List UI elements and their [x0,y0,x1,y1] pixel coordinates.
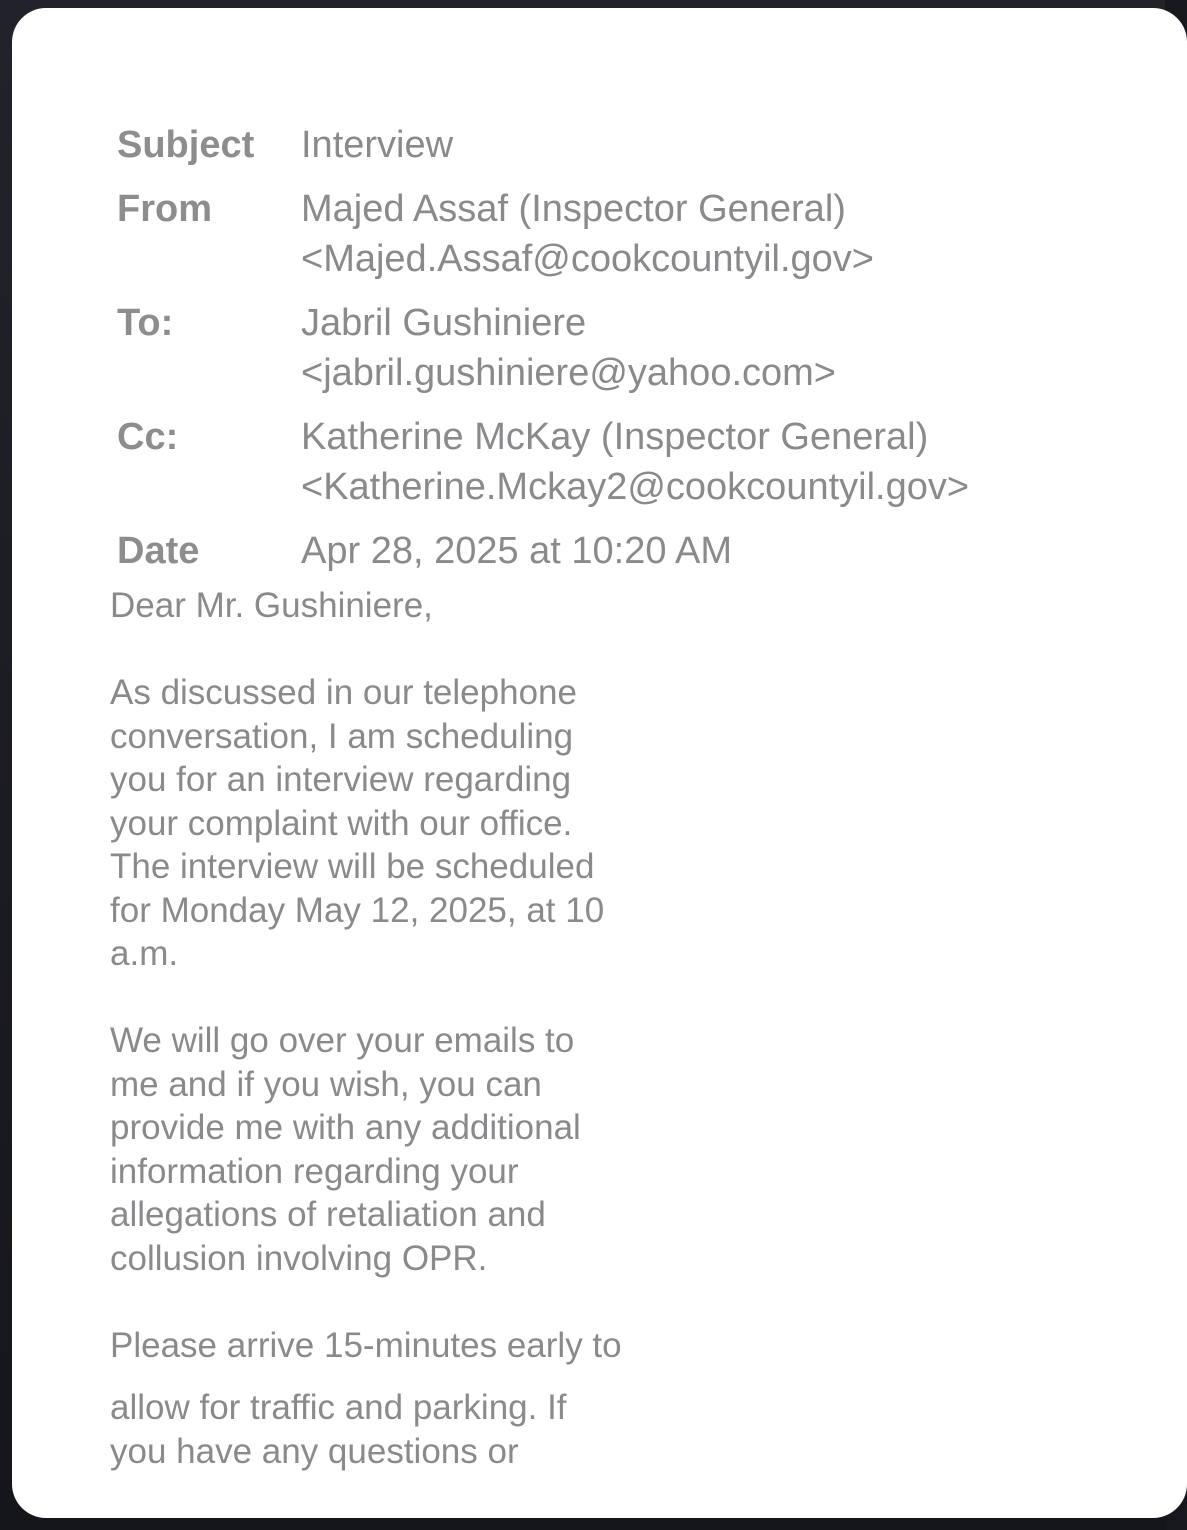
cc-address[interactable]: <Katherine.Mckay2@cookcountyil.gov> [301,466,970,508]
date-value: Apr 28, 2025 at 10:20 AM [301,530,732,572]
line-gap [110,1367,670,1386]
email-card [12,8,1187,1518]
email-paragraph-2: We will go over your emails to me and if you wish, you can provide me with any additional information regarding your allegations of retaliation and collusion involving OPR. [110,1021,581,1278]
email-header [117,120,969,590]
from-value [301,184,874,284]
from-row [117,184,969,284]
from-label: From [117,188,212,230]
subject-label: Subject [117,124,255,166]
from-name[interactable]: Majed Assaf (Inspector General) [301,188,846,230]
email-body [110,584,670,1471]
date-row [117,526,969,576]
cc-label: Cc: [117,416,179,458]
email-greeting: Dear Mr. Gushiniere, [110,586,433,625]
to-label: To: [117,302,174,344]
date-label: Date [117,530,200,572]
to-row [117,298,969,398]
cc-row [117,412,969,512]
subject-value: Interview [301,124,454,166]
from-address[interactable]: <Majed.Assaf@cookcountyil.gov> [301,238,874,280]
to-name[interactable]: Jabril Gushiniere [301,302,587,344]
email-paragraph-3-line-1: Please arrive 15-minutes early to [110,1325,622,1365]
to-value [301,298,836,398]
email-paragraph-1: As discussed in our telephone conversation, I am scheduling you for an interview regarding your complaint with our office. The interview will be scheduled for Monday May 12, 2025, at 10 a.m. [110,673,605,973]
email-paragraph-3-rest: allow for traffic and parking. If you have any questions or [110,1388,567,1471]
subject-row [117,120,969,170]
cc-value [301,412,969,512]
cc-name[interactable]: Katherine McKay (Inspector General) [301,416,929,458]
to-address[interactable]: <jabril.gushiniere@yahoo.com> [301,352,836,394]
